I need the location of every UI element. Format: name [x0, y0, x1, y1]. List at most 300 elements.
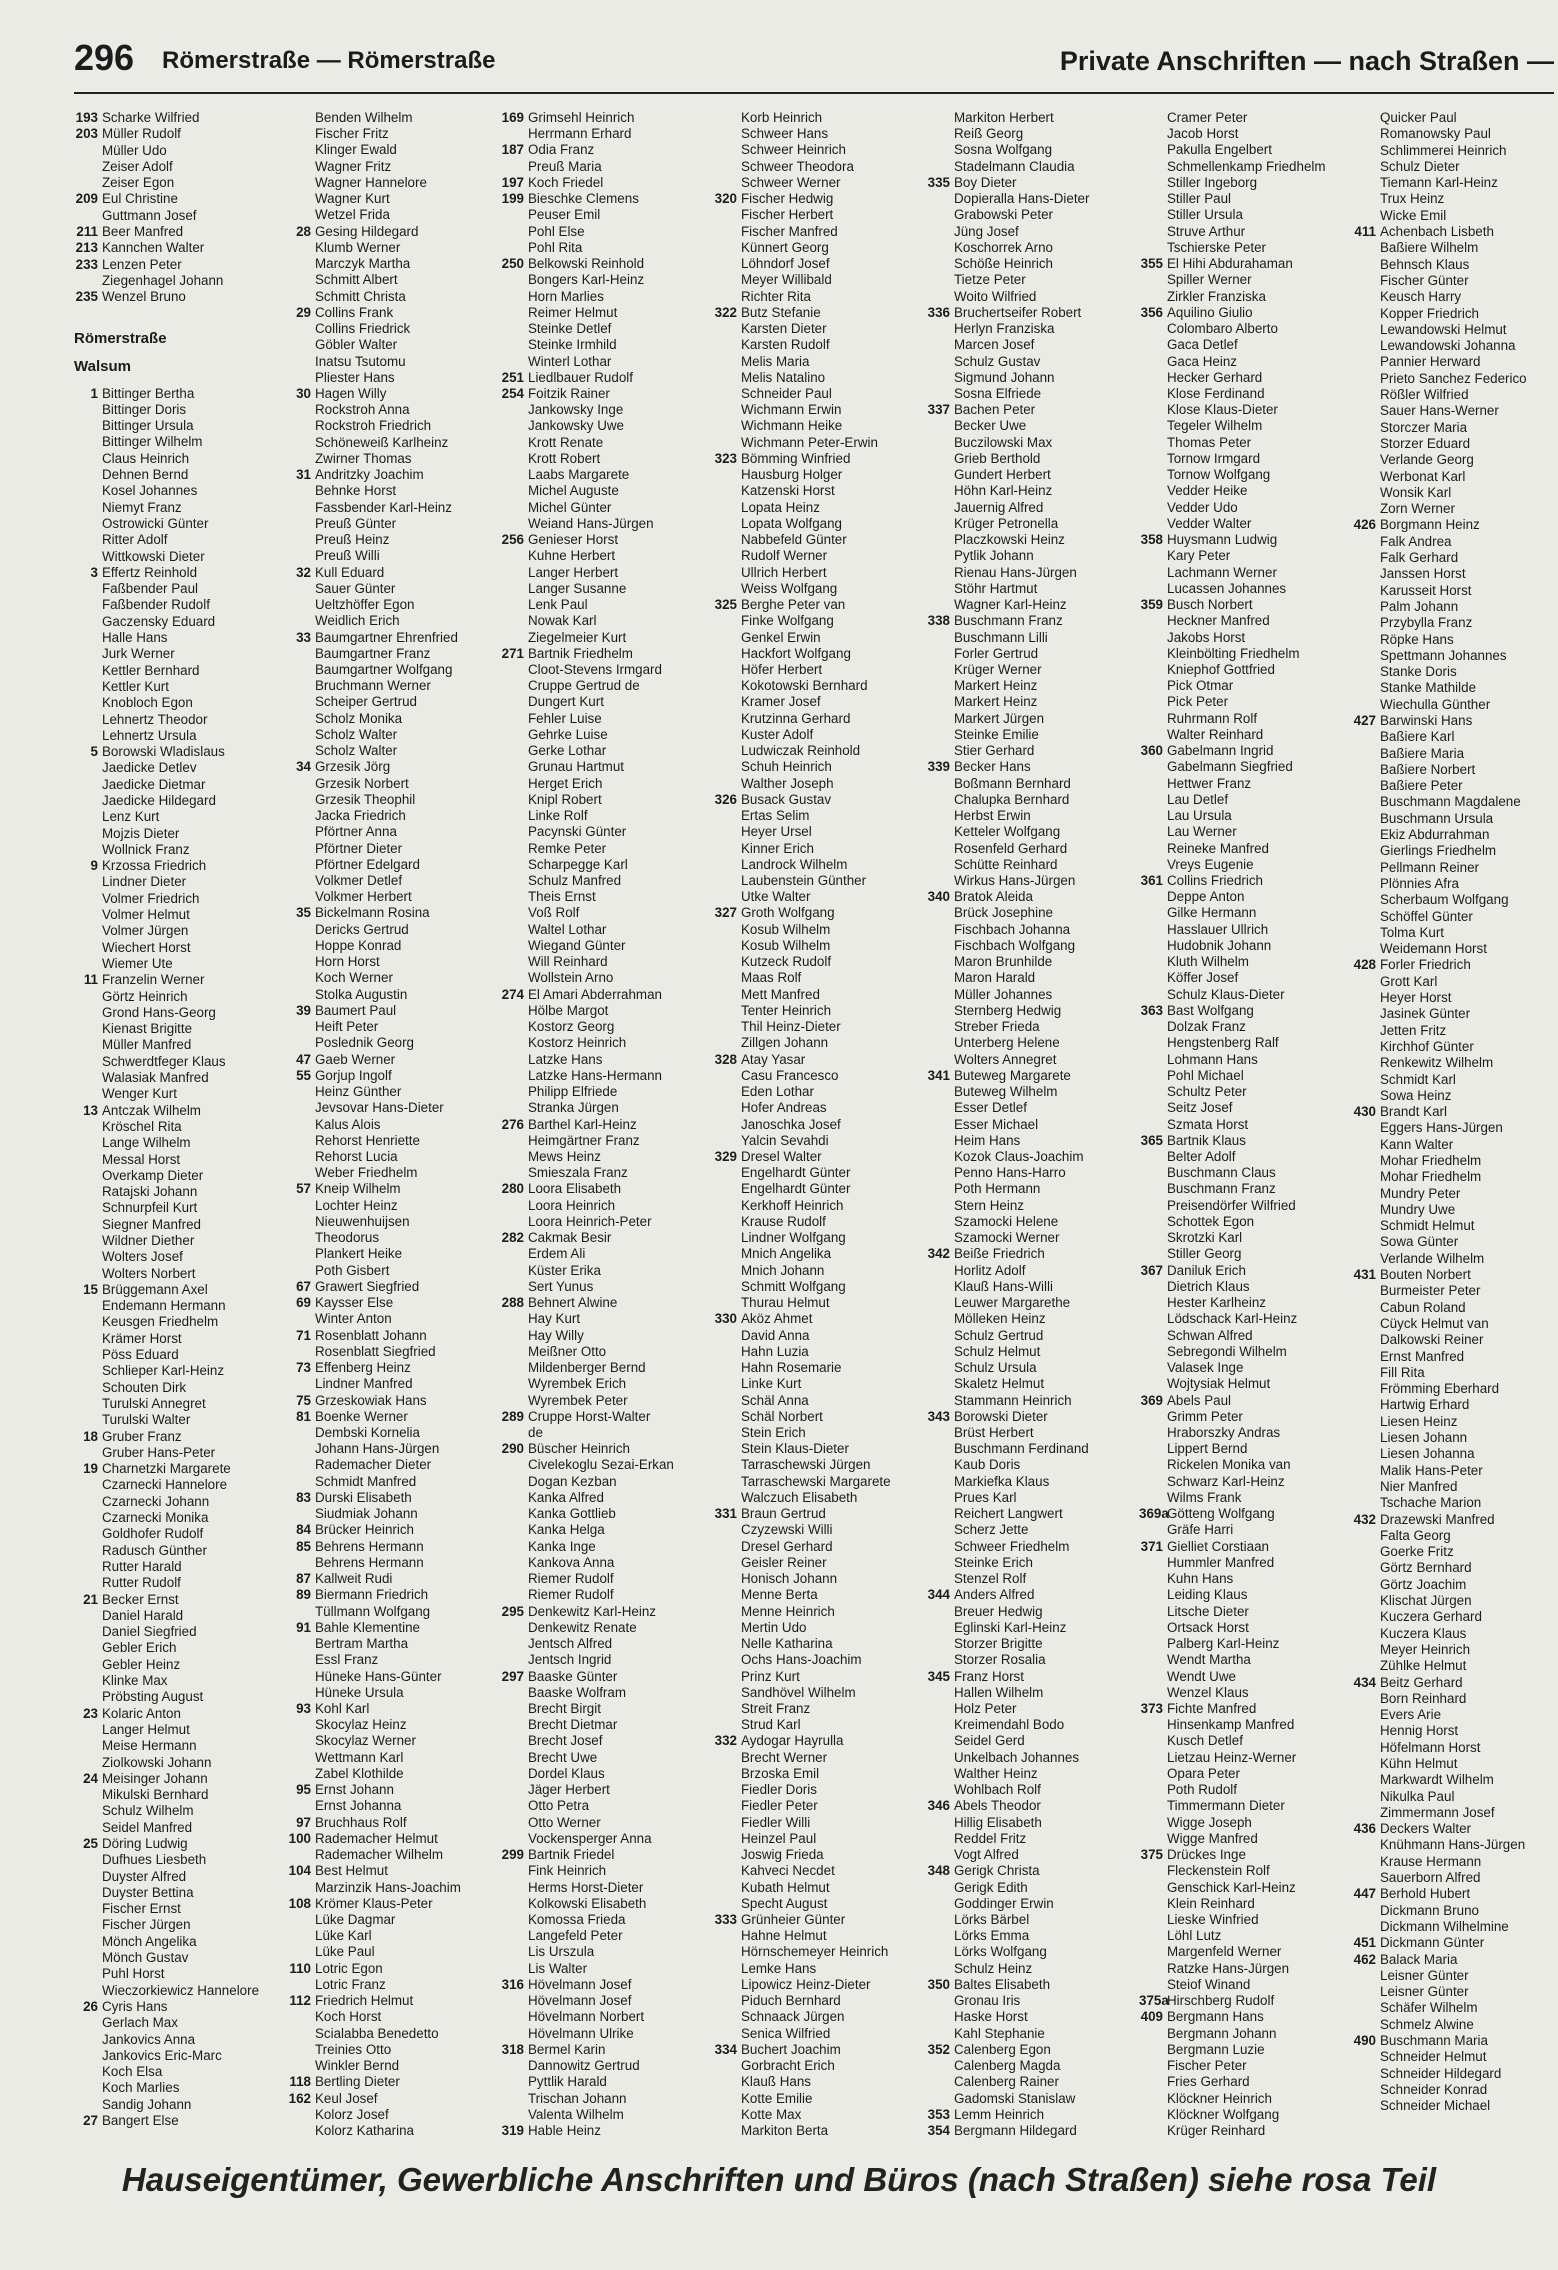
address-entry [287, 1847, 492, 1863]
address-entry [500, 613, 705, 629]
address-entry [500, 1652, 705, 1668]
address-entry [1139, 500, 1344, 516]
address-entry [74, 793, 279, 809]
address-entry [74, 1266, 279, 1282]
house-number: 193 [75, 110, 98, 125]
resident-name: Bertram Martha [315, 1636, 409, 1652]
house-number: 81 [296, 1408, 311, 1424]
address-entry [926, 711, 1131, 727]
address-entry [713, 1149, 918, 1165]
resident-name: Klose Ferdinand [1167, 385, 1265, 401]
resident-name: Bergmann Johann [1167, 2025, 1277, 2041]
resident-name: Höhn Karl-Heinz [954, 483, 1053, 499]
resident-name: Reichert Langwert [954, 1506, 1063, 1522]
resident-name: Lipowicz Heinz-Dieter [741, 1976, 871, 1992]
house-number: 432 [1353, 1511, 1376, 1527]
address-entry [926, 1880, 1131, 1896]
address-entry [926, 1198, 1131, 1214]
resident-name: Duyster Bettina [102, 1884, 194, 1900]
resident-name: Tiemann Karl-Heinz [1380, 175, 1498, 191]
address-entry [74, 1966, 279, 1982]
resident-name: Tarraschewski Jürgen [741, 1457, 871, 1473]
address-entry [1352, 1202, 1557, 1218]
address-entry [287, 1571, 492, 1587]
resident-name: Puhl Horst [102, 1966, 165, 1982]
house-number: 334 [714, 2041, 737, 2057]
address-entry [1352, 1283, 1557, 1299]
address-entry [713, 321, 918, 337]
resident-name: Wagner Fritz [315, 158, 392, 174]
address-entry [713, 240, 918, 256]
address-entry [500, 1928, 705, 1944]
resident-name: Kalus Alois [315, 1116, 381, 1132]
address-entry [74, 1461, 279, 1477]
resident-name: Lörks Wolfgang [954, 1944, 1047, 1960]
resident-name: Turulski Annegret [102, 1395, 206, 1411]
address-entry [926, 2009, 1131, 2025]
resident-name: Finke Wolfgang [741, 613, 834, 629]
resident-name: Pytlik Johann [954, 548, 1034, 564]
resident-name: Bangert Else [102, 2113, 179, 2129]
address-entry [926, 451, 1131, 467]
resident-name: Görtz Bernhard [1380, 1560, 1472, 1576]
resident-name: Hay Willy [528, 1327, 584, 1343]
resident-name: Wieczorkiewicz Hannelore [102, 1982, 260, 1998]
resident-name: Jentsch Ingrid [528, 1652, 612, 1668]
resident-name: Brecht Werner [741, 1749, 828, 1765]
address-entry [713, 1733, 918, 1749]
resident-name: Kotte Emilie [741, 2090, 813, 2106]
address-entry [74, 1526, 279, 1542]
resident-name: Jacob Horst [1167, 126, 1239, 142]
resident-name: Wetzel Frida [315, 207, 390, 223]
house-number: 338 [927, 613, 950, 629]
address-entry [1352, 1658, 1557, 1674]
resident-name: Philipp Elfriede [528, 1084, 618, 1100]
resident-name: Baßiere Peter [1380, 778, 1463, 794]
address-entry [287, 824, 492, 840]
resident-name: Markert Heinz [954, 694, 1038, 710]
house-number: 426 [1353, 517, 1376, 533]
resident-name: Groth Wolfgang [741, 905, 835, 921]
address-entry [713, 776, 918, 792]
address-entry [926, 1539, 1131, 1555]
column-3 [500, 110, 705, 2140]
address-entry [287, 159, 492, 175]
resident-name: Plönnies Afra [1380, 875, 1459, 891]
address-entry [713, 1896, 918, 1912]
resident-name: Jankovics Anna [102, 2031, 196, 2047]
address-entry [713, 1019, 918, 1035]
resident-name: Keul Josef [315, 2090, 378, 2106]
resident-name: Schweer Friedhelm [954, 1538, 1070, 1554]
address-entry [1352, 420, 1557, 436]
address-entry [287, 1100, 492, 1116]
house-number: 447 [1353, 1886, 1376, 1902]
address-entry [74, 2032, 279, 2048]
resident-name: Holz Peter [954, 1700, 1017, 1716]
house-number: 343 [927, 1408, 950, 1424]
resident-name: Klauß Hans-Willi [954, 1278, 1053, 1294]
resident-name: Ueltzhöffer Egon [315, 597, 415, 613]
address-entry [74, 1592, 279, 1608]
address-entry [1352, 1186, 1557, 1202]
address-entry [500, 2058, 705, 2074]
resident-name: Stier Gerhard [954, 743, 1035, 759]
resident-name: Langer Helmut [102, 1721, 190, 1737]
resident-name: Stiller Ingeborg [1167, 174, 1258, 190]
address-entry [287, 1181, 492, 1197]
resident-name: Poth Hermann [954, 1181, 1041, 1197]
resident-name: Stiller Georg [1167, 1246, 1242, 1262]
resident-name: Latzke Hans-Hermann [528, 1067, 662, 1083]
address-entry [287, 532, 492, 548]
resident-name: Stranka Jürgen [528, 1100, 619, 1116]
address-entry [1352, 1642, 1557, 1658]
address-entry [713, 175, 918, 191]
resident-name: Hettwer Franz [1167, 775, 1252, 791]
resident-name: Pellmann Reiner [1380, 859, 1479, 875]
address-entry [74, 549, 279, 565]
address-entry [926, 1701, 1131, 1717]
resident-name: Loora Heinrich [528, 1197, 616, 1213]
resident-name: Pohl Rita [528, 239, 583, 255]
resident-name: Gaczensky Eduard [102, 613, 216, 629]
resident-name: Faßbender Paul [102, 581, 199, 597]
address-entry [74, 175, 279, 191]
resident-name: Genkel Erwin [741, 629, 821, 645]
resident-name: Kolorz Katharina [315, 2123, 414, 2139]
resident-name: Unterberg Helene [954, 1035, 1060, 1051]
address-entry [500, 1019, 705, 1035]
address-entry [74, 1298, 279, 1314]
resident-name: Lange Wilhelm [102, 1135, 191, 1151]
resident-name: Borowski Wladislaus [102, 744, 225, 760]
resident-name: Döring Ludwig [102, 1835, 188, 1851]
resident-name: Tschierske Peter [1167, 239, 1266, 255]
resident-name: Drazewski Manfred [1380, 1511, 1495, 1527]
address-entry [287, 435, 492, 451]
resident-name: Nieuwenhuijsen [315, 1213, 410, 1229]
resident-name: Dogan Kezban [528, 1473, 617, 1489]
resident-name: Bergmann Hans [1167, 2009, 1264, 2025]
address-entry [287, 1750, 492, 1766]
address-entry [713, 467, 918, 483]
address-entry [926, 1944, 1131, 1960]
address-entry [500, 1880, 705, 1896]
address-entry [287, 2026, 492, 2042]
address-entry [926, 1863, 1131, 1879]
resident-name: Sowa Heinz [1380, 1087, 1452, 1103]
address-entry [500, 451, 705, 467]
address-entry [500, 1685, 705, 1701]
resident-name: Görtz Joachim [1380, 1576, 1467, 1592]
house-number: 319 [501, 2123, 524, 2139]
address-entry [1352, 1560, 1557, 1576]
resident-name: Mohar Friedhelm [1380, 1169, 1482, 1185]
resident-name: Fischer Hedwig [741, 191, 834, 207]
address-entry [1352, 1072, 1557, 1088]
address-entry [500, 1490, 705, 1506]
address-entry [287, 1328, 492, 1344]
resident-name: Schulz Klaus-Dieter [1167, 986, 1285, 1002]
resident-name: Cruppe Gertrud de [528, 678, 640, 694]
resident-name: Baumgartner Ehrenfried [315, 629, 458, 645]
resident-name: Kann Walter [1380, 1136, 1454, 1152]
address-entry [1139, 759, 1344, 775]
resident-name: Gerlach Max [102, 2015, 178, 2031]
resident-name: Collins Frank [315, 304, 394, 320]
address-entry [74, 1331, 279, 1347]
address-entry [926, 142, 1131, 158]
address-entry [74, 126, 279, 142]
resident-name: Ochs Hans-Joachim [741, 1652, 862, 1668]
address-entry [500, 110, 705, 126]
address-entry [1139, 467, 1344, 483]
address-entry [74, 1249, 279, 1265]
address-entry [500, 857, 705, 873]
house-number: 3 [90, 564, 98, 580]
column-7 [1352, 110, 1557, 2140]
resident-name: Melis Maria [741, 353, 810, 369]
house-number: 336 [927, 304, 950, 320]
address-entry [74, 989, 279, 1005]
address-entry [1352, 403, 1557, 419]
resident-name: Hörnschemeyer Heinrich [741, 1944, 889, 1960]
resident-name: Margenfeld Werner [1167, 1944, 1282, 1960]
address-entry [1139, 2107, 1344, 2123]
address-entry [287, 1149, 492, 1165]
resident-name: Stöhr Hartmut [954, 580, 1038, 596]
resident-name: Grabowski Peter [954, 207, 1053, 223]
resident-name: Lindner Dieter [102, 874, 187, 890]
address-entry [713, 2058, 918, 2074]
resident-name: Lau Ursula [1167, 808, 1232, 824]
resident-name: Köffer Josef [1167, 970, 1239, 986]
resident-name: Baumert Paul [315, 1002, 397, 1018]
address-entry [1352, 697, 1557, 713]
resident-name: Laubenstein Günther [741, 873, 867, 889]
address-entry [287, 1961, 492, 1977]
address-entry [1352, 1316, 1557, 1332]
address-entry [500, 1782, 705, 1798]
address-entry [500, 824, 705, 840]
resident-name: Sauer Günter [315, 580, 396, 596]
address-entry [713, 1944, 918, 1960]
address-entry [1139, 207, 1344, 223]
address-entry [1352, 1137, 1557, 1153]
address-entry [500, 548, 705, 564]
resident-name: Strud Karl [741, 1717, 801, 1733]
address-entry [926, 889, 1131, 905]
address-entry [500, 1831, 705, 1847]
address-entry [926, 1441, 1131, 1457]
address-entry [926, 1490, 1131, 1506]
address-entry [74, 907, 279, 923]
resident-name: Seitz Josef [1167, 1100, 1233, 1116]
address-entry [74, 1054, 279, 1070]
address-entry [287, 1344, 492, 1360]
address-entry [287, 613, 492, 629]
address-entry [287, 1733, 492, 1749]
resident-name: Haske Horst [954, 2009, 1028, 2025]
address-entry [1139, 110, 1344, 126]
address-entry [287, 256, 492, 272]
resident-name: Eden Lothar [741, 1084, 814, 1100]
resident-name: Stanke Doris [1380, 664, 1457, 680]
resident-name: Behnke Horst [315, 483, 397, 499]
resident-name: Kostorz Georg [528, 1019, 615, 1035]
resident-name: Rienau Hans-Jürgen [954, 564, 1077, 580]
resident-name: Stolka Augustin [315, 986, 408, 1002]
resident-name: Hester Karlheinz [1167, 1295, 1266, 1311]
resident-name: Mildenberger Bernd [528, 1360, 646, 1376]
resident-name: Mett Manfred [741, 986, 820, 1002]
address-entry [500, 2009, 705, 2025]
address-entry [1352, 240, 1557, 256]
house-number: 316 [501, 1976, 524, 1992]
address-entry [287, 1246, 492, 1262]
address-entry [713, 110, 918, 126]
resident-name: Schöße Heinrich [954, 256, 1053, 272]
resident-name: Rosenblatt Johann [315, 1327, 427, 1343]
resident-name: Liesen Heinz [1380, 1413, 1458, 1429]
resident-name: Dopieralla Hans-Dieter [954, 191, 1090, 207]
house-number: 276 [501, 1116, 524, 1132]
resident-name: Kutzeck Rudolf [741, 954, 832, 970]
address-entry [713, 987, 918, 1003]
resident-name: Wendt Martha [1167, 1652, 1251, 1668]
address-entry [713, 1117, 918, 1133]
address-entry [1352, 469, 1557, 485]
address-entry [926, 841, 1131, 857]
resident-name: El Hihi Abdurahaman [1167, 256, 1293, 272]
address-entry [287, 110, 492, 126]
address-entry [926, 337, 1131, 353]
resident-name: Müller Johannes [954, 986, 1053, 1002]
address-entry [1352, 273, 1557, 289]
address-entry [713, 1522, 918, 1538]
resident-name: Jevsovar Hans-Dieter [315, 1100, 444, 1116]
address-entry [74, 826, 279, 842]
resident-name: Kirchhof Günter [1380, 1038, 1474, 1054]
resident-name: Knühmann Hans-Jürgen [1380, 1837, 1526, 1853]
address-entry [1139, 1344, 1344, 1360]
resident-name: Winter Anton [315, 1311, 392, 1327]
house-number: 318 [501, 2041, 524, 2057]
address-entry [500, 727, 705, 743]
resident-name: Radusch Günther [102, 1542, 207, 1558]
address-entry [1352, 713, 1557, 729]
address-entry [74, 1640, 279, 1656]
resident-name: Schneider Helmut [1380, 2049, 1487, 2065]
resident-name: Gerigk Christa [954, 1863, 1040, 1879]
address-entry [1352, 1968, 1557, 1984]
resident-name: Volmer Friedrich [102, 890, 200, 906]
house-number: 69 [296, 1295, 311, 1311]
resident-name: Gruber Hans-Peter [102, 1444, 216, 1460]
resident-name: Kostorz Heinrich [528, 1035, 627, 1051]
resident-name: Aköz Ahmet [741, 1311, 813, 1327]
resident-name: Korb Heinrich [741, 110, 823, 125]
address-entry [500, 467, 705, 483]
resident-name: Aquilino Giulio [1167, 304, 1253, 320]
resident-name: Sosna Wolfgang [954, 142, 1053, 158]
address-entry [287, 597, 492, 613]
address-entry [500, 1181, 705, 1197]
house-number: 23 [83, 1705, 98, 1721]
address-entry [1139, 938, 1344, 954]
address-entry [287, 1928, 492, 1944]
address-entry [500, 922, 705, 938]
resident-name: Krüger Werner [954, 661, 1042, 677]
resident-name: Winkler Bernd [315, 2058, 400, 2074]
house-number: 89 [296, 1587, 311, 1603]
resident-name: Ruhrmann Rolf [1167, 710, 1258, 726]
address-entry [1139, 1522, 1344, 1538]
house-number: 29 [296, 304, 311, 320]
resident-name: Schmitt Wolfgang [741, 1278, 846, 1294]
address-entry [74, 597, 279, 613]
resident-name: Becker Uwe [954, 418, 1027, 434]
address-entry [1352, 371, 1557, 387]
house-number: 350 [927, 1976, 950, 1992]
resident-name: Faßbender Rudolf [102, 597, 210, 613]
address-entry [926, 873, 1131, 889]
address-entry [287, 516, 492, 532]
resident-name: Kosub Wilhelm [741, 921, 831, 937]
address-entry [926, 272, 1131, 288]
address-entry [713, 207, 918, 223]
address-entry [713, 857, 918, 873]
resident-name: Fischer Herbert [741, 207, 834, 223]
address-entry [287, 646, 492, 662]
address-entry [500, 337, 705, 353]
address-entry [287, 841, 492, 857]
address-entry [926, 954, 1131, 970]
address-entry [1139, 272, 1344, 288]
address-entry [713, 1425, 918, 1441]
address-entry [713, 483, 918, 499]
resident-name: Krömer Klaus-Peter [315, 1895, 433, 1911]
address-entry [74, 224, 279, 240]
resident-name: Pick Otmar [1167, 678, 1234, 694]
address-entry [287, 1068, 492, 1084]
address-entry [1139, 1766, 1344, 1782]
house-number: 33 [296, 629, 311, 645]
house-number: 289 [501, 1408, 524, 1424]
address-entry [287, 1896, 492, 1912]
resident-name: Mönch Angelika [102, 1933, 197, 1949]
resident-name: Brücker Heinrich [315, 1522, 414, 1538]
resident-name: Trux Heinz [1380, 191, 1445, 207]
resident-name: Marzinzik Hans-Joachim [315, 1879, 461, 1895]
address-entry [926, 565, 1131, 581]
resident-name: Heimgärtner Franz [528, 1132, 640, 1148]
resident-name: Senica Wilfried [741, 2025, 831, 2041]
address-entry [1139, 240, 1344, 256]
address-entry [500, 889, 705, 905]
resident-name: Reddel Fritz [954, 1830, 1027, 1846]
address-entry [74, 1119, 279, 1135]
address-entry [74, 1983, 279, 1999]
address-entry [926, 191, 1131, 207]
resident-name: Czyzewski Willi [741, 1522, 833, 1538]
address-entry [500, 1344, 705, 1360]
address-entry [287, 1522, 492, 1538]
address-entry [287, 207, 492, 223]
address-entry [1352, 1528, 1557, 1544]
